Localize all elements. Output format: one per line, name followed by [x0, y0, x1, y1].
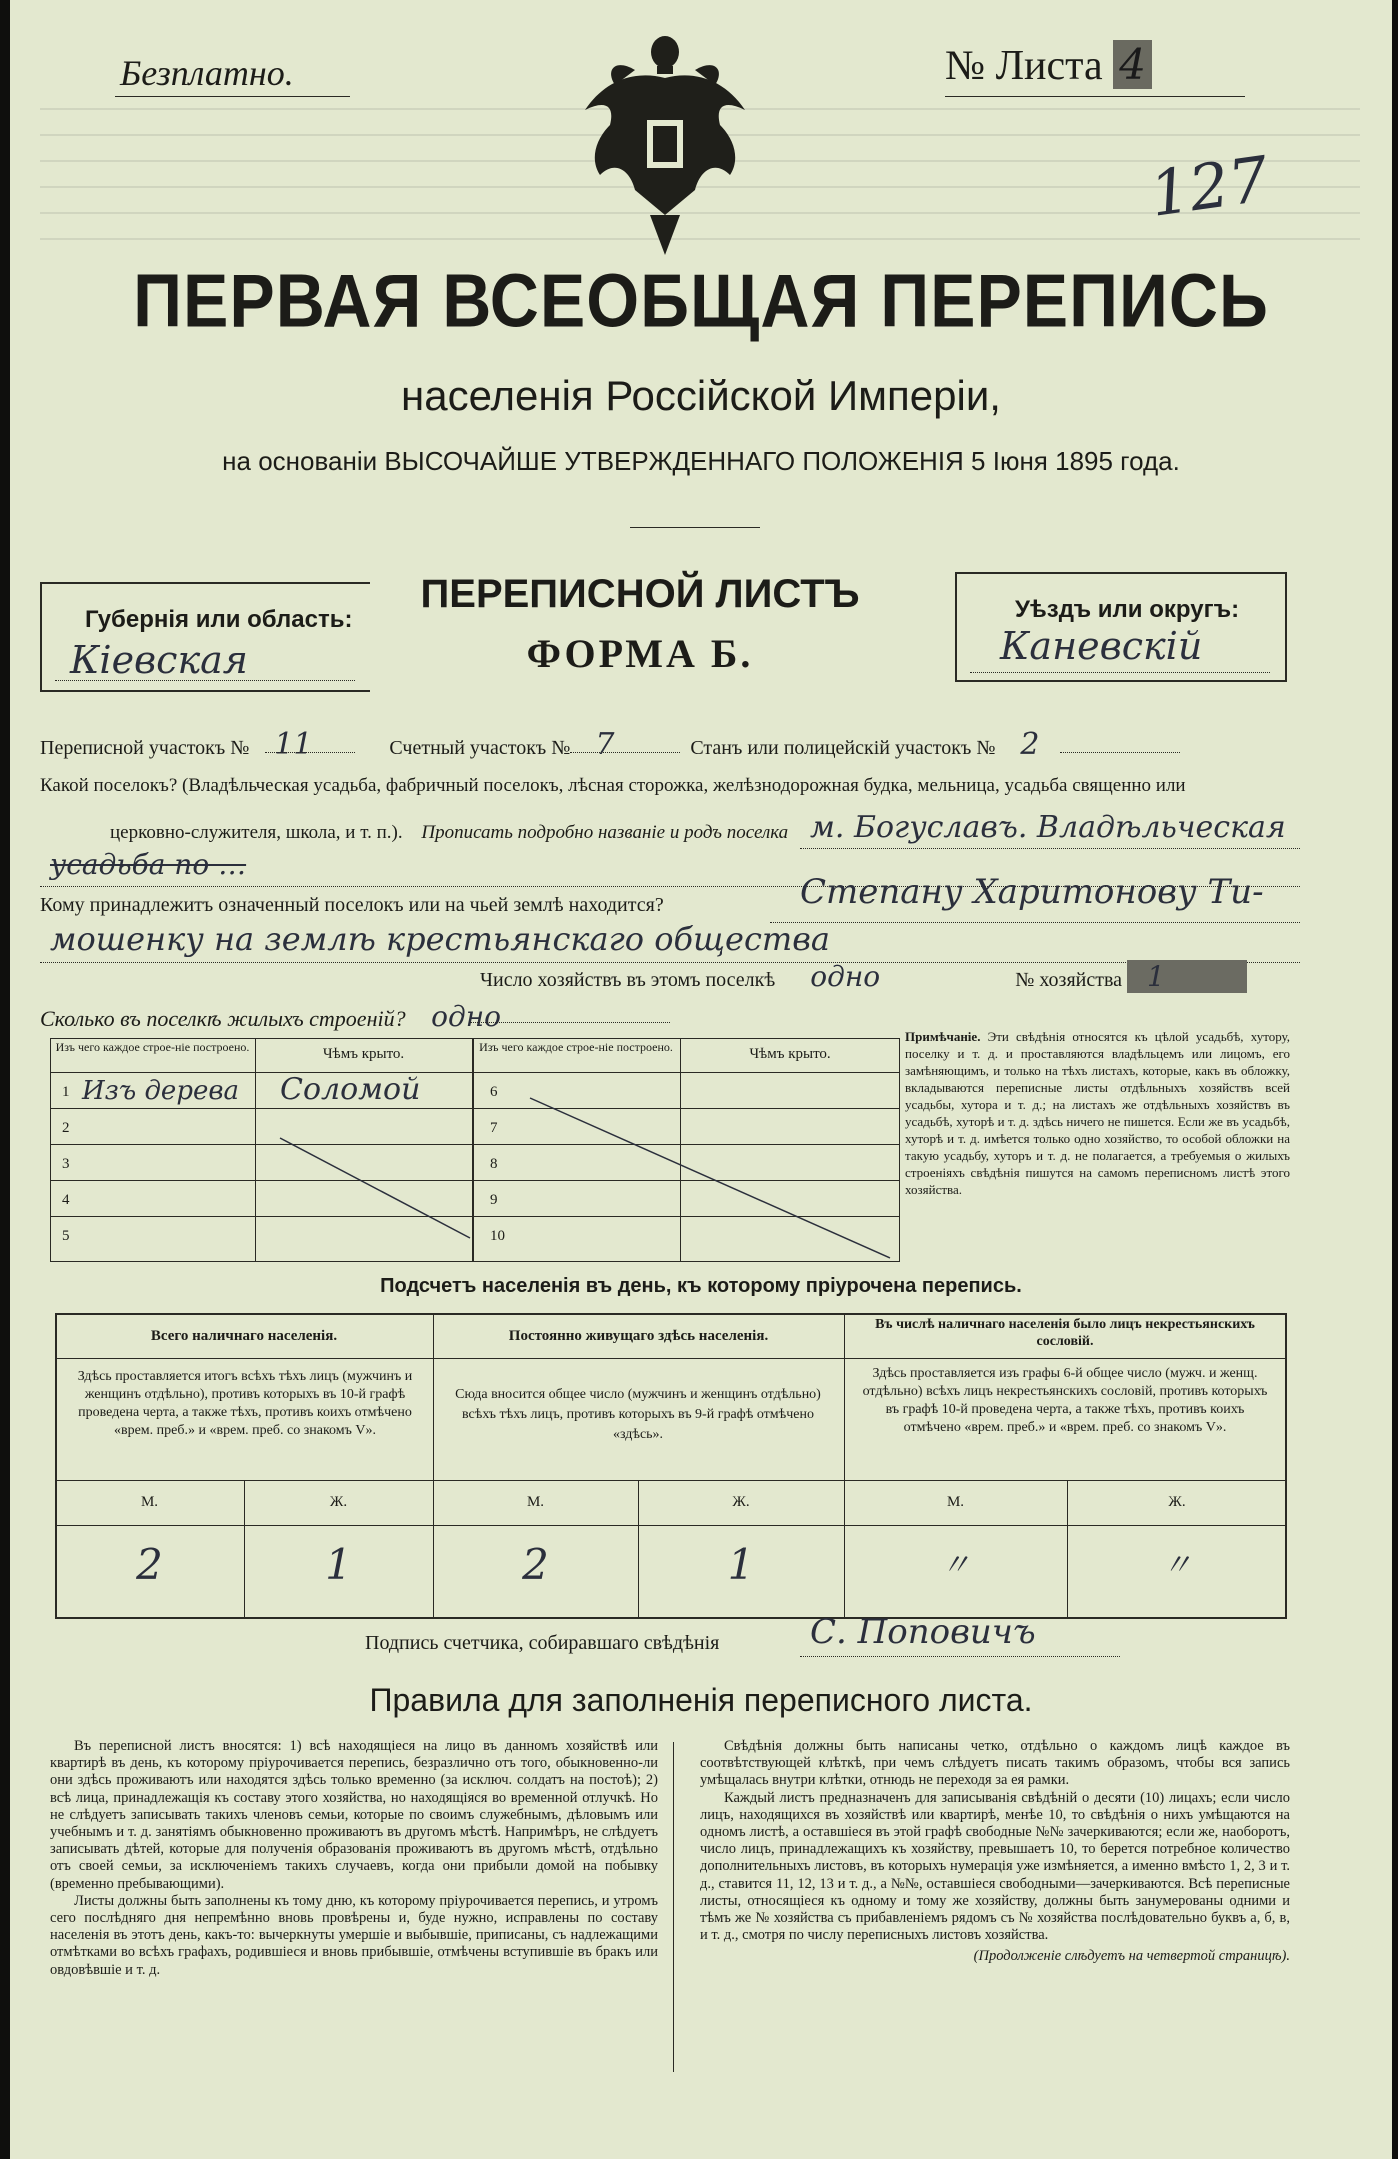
col-desc-total: Здѣсь проставляется итогъ всѣхъ тѣхъ лицъ (мужчинъ и женщинъ отдѣльно), противъ которыхъ въ 10-й графѣ проведена черта, а также тѣхъ, противъ коихъ отмѣчено «врем. преб.» и «врем. преб. со знакомъ V».: [77, 1369, 413, 1438]
rules-right-paragraph-2: Каждый листъ предназначенъ для записыванія свѣдѣній о десяти (10) лицахъ; если число лицъ, находящихся въ хозяйствѣ или квартирѣ, менѣе 10, то свѣдѣнія о нихъ умѣщаются на одномъ листѣ, а оставшіеся въ этой графѣ свободные №№ зачеркиваются; если же, наоборотъ, число лицъ, принадлежащихъ къ хозяйству, превышаетъ 10, то берется потребное количество дополнительныхъ листовъ, въ которыхъ нумерація уже измѣняется, а именно вмѣсто 1, 2, 3 и т. д., ставится 11, 12, 13 и т. д., а №№, оставшіеся свободными—зачеркиваются. Всѣ переписные листы, относящіеся къ одному и тому же хозяйству, должны быть занумерованы одними и тѣмъ же № хозяйства съ прибавленіемъ рядомъ съ № хозяйства послѣдовательно буквъ а, б, в, и т. д., смотря по числу переписныхъ листовъ хозяйства.: [700, 1789, 1290, 1944]
settlement-value-2: усадьба по …: [50, 848, 247, 881]
table-row-number: 5: [62, 1228, 70, 1244]
rules-left-paragraph-2: Листы должны быть заполнены къ тому дню, къ которому пріурочивается перепись, и утромъ сего послѣдняго дня непремѣнно вновь провѣрены и, буде нужно, исправлены по составу населенія въ этотъ день, какъ-то: вычеркнуты умершіе и выбывшіе, приписаны, съ надлежащими отмѣтками во всѣхъ графахъ, родившіеся и вновь прибывшіе, отмѣчены вступившіе въ бракъ или овдовѣвшіе и т. д.: [50, 1892, 658, 1978]
value-non-peasant-m: 〃: [940, 1548, 971, 1583]
form-label: ФОРМА Б.: [526, 631, 754, 676]
m-label: М.: [526, 1494, 545, 1510]
owner-value-2: мошенку на землѣ крестьянскаго общества: [50, 920, 830, 958]
col-header-roof-2: Чѣмъ крыто.: [749, 1046, 831, 1062]
province-value: Кіевская: [70, 638, 248, 682]
rules-left-paragraph-1: Въ переписной листъ вносятся: 1) всѣ находящіеся на лицо въ данномъ хозяйствѣ или квартирѣ въ день, къ которому пріурочивается перепись, безразлично отъ того, обыкновенно-ли они здѣсь проживаютъ или находятся здѣсь только временно (за исключ. солдатъ на постоѣ); 2) всѣ лица, принадлежащія къ составу этого хозяйства, но находящіяся во временной отлучкѣ. Но не слѣдуетъ записывать такихъ членовъ семьи, которые по своимъ служебнымъ, дѣловымъ или учебнымъ и т. д. занятіямъ обыкновенно проживаютъ въ другомъ мѣстѣ. Напримѣръ, не слѣдуетъ записывать дѣтей, которые для полученія образованія проживаютъ въ другомъ мѣстѣ, отдѣльно отъ своей семьи, за исключеніемъ такихъ случаевъ, когда они прибыли домой на побывку (временно пребывающими).: [50, 1738, 658, 1892]
census-area-row: Переписной участокъ № 11 Счетный участокъ № 7 Станъ или полицейскій участокъ № 2: [40, 727, 1290, 762]
value-permanent-f: 1: [727, 1540, 755, 1589]
value-non-peasant-f: 〃: [1162, 1548, 1192, 1583]
note-text: [905, 1028, 1290, 1198]
signature-value: С. Поповичъ: [810, 1612, 1036, 1652]
f-label: Ж.: [732, 1494, 750, 1510]
rules-left-column: [50, 1738, 658, 1979]
district-value: Каневскій: [1000, 624, 1203, 668]
owner-value-1: Степану Харитонову Ти-: [800, 872, 1264, 912]
signature-label: Подпись счетчика, собиравшаго свѣдѣнія: [365, 1632, 720, 1654]
table-row-number: 10: [490, 1228, 505, 1244]
f-label: Ж.: [329, 1494, 348, 1510]
census-area-value: 11: [274, 727, 313, 762]
households-row: Число хозяйствъ въ этомъ поселкѣ одно № хозяйства 1: [480, 960, 1247, 993]
buildings-question-row: Сколько въ поселкѣ жилыхъ строеній? одно: [40, 1000, 502, 1033]
value-total-f: 1: [325, 1540, 352, 1589]
rules-right-paragraph-1: Свѣдѣнія должны быть написаны четко, отдѣльно о каждомъ лицѣ каждое въ соотвѣтствующей клѣткѣ, при чемъ слѣдуетъ писать такимъ образомъ, чтобы вся запись умѣщалась внутри клѣтки, отнюдь не переходя за ея рамки.: [700, 1738, 1290, 1789]
handwritten-number: 127: [1145, 142, 1273, 231]
owner-question: Кому принадлежитъ означенный поселокъ или на чьей землѣ находится?: [40, 894, 664, 916]
note-heading: Примѣчаніе.: [905, 1029, 981, 1044]
table-row-number: 1: [62, 1084, 70, 1100]
note-body: Эти свѣдѣнія относятся къ цѣлой усадьбѣ, хутору, поселку и т. д. и проставляются владѣльцемъ или лицомъ, его замѣняющимъ, и только на тѣхъ листахъ, которые, какъ въ обложку, вкладываются переписные листы отдѣльныхъ хозяйствъ всей усадьбы, хутора и т. д.; на листахъ же отдѣльныхъ хозяйствъ въ усадьбѣ, хуторѣ и т. д. здѣсь ничего не пишется. Если же въ усадьбѣ, хуторѣ и т. д. имѣется только одно хозяйство, то особой обложки на такую усадьбу, хуторъ и т. д. не полагается, а требуемыя о жилыхъ строеніяхъ свѣдѣнія пишутся на самомъ переписномъ листѣ этого хозяйства.: [905, 1029, 1290, 1197]
buildings-value: одно: [431, 1000, 502, 1033]
census-sheet: [10, 0, 1392, 2159]
col-header-built: Изъ чего каждое строе-ніе построено.: [55, 1040, 250, 1054]
legal-basis: на основаніи ВЫСОЧАЙШЕ УТВЕРЖДЕННАГО ПОЛОЖЕНІЯ 5 Іюня 1895 года.: [222, 446, 1180, 476]
col-title-total: Всего наличнаго населенія.: [150, 1328, 338, 1344]
f-label: Ж.: [1168, 1494, 1186, 1510]
settlement-question: Какой поселокъ? (Владѣльческая усадьба, фабричный поселокъ, лѣсная сторожка, желѣзнодорожная будка, мельница, усадьба священно или: [40, 775, 1186, 796]
table-cell-built: Изъ дерева: [82, 1076, 239, 1106]
m-label: М.: [946, 1494, 965, 1510]
stan-value: 2: [1020, 727, 1040, 762]
table-row-number: 2: [62, 1120, 70, 1136]
sheet-number-label: № Листа 4: [945, 40, 1152, 90]
col-title-non-peasant: Въ числѣ наличнаго населенія было лицъ некрестьянскихъ сословій.: [875, 1317, 1255, 1349]
sheet-title: ПЕРЕПИСНОЙ ЛИСТЪ: [420, 572, 860, 616]
rules-right-column: [700, 1738, 1290, 1966]
table-row-number: 9: [490, 1192, 498, 1208]
table-row-number: 3: [62, 1156, 70, 1172]
rules-continued-note: (Продолженіе слѣдуетъ на четвертой страницѣ).: [973, 1948, 1290, 1965]
free-label: Безплатно.: [120, 53, 294, 93]
table-row-number: 6: [490, 1084, 498, 1100]
col-desc-permanent: Сюда вносится общее число (мужчинъ и женщинъ отдѣльно) всѣхъ тѣхъ лицъ, противъ которыхъ въ 9-й графѣ отмѣчено «здѣсь».: [455, 1387, 821, 1442]
household-number-value: 1: [1127, 960, 1247, 993]
rules-title: Правила для заполненія переписного листа.: [369, 1682, 1033, 1718]
province-label: Губернія или область:: [85, 606, 353, 633]
table-row-number: 7: [490, 1120, 498, 1136]
col-desc-non-peasant: Здѣсь проставляется изъ графы 6-й общее число (мужч. и женщ. отдѣльно) всѣхъ лицъ некрестьянскихъ сословій, противъ которыхъ въ графѣ 10-й проведена черта, а также тѣхъ, противъ коихъ отмѣчено «врем. преб.» и «врем. преб. со знакомъ V».: [862, 1366, 1268, 1435]
table-row-number: 4: [62, 1192, 70, 1208]
settlement-question-2: церковно-служителя, школа, и т. п.). Прописать подробно названіе и родъ поселка: [110, 822, 789, 843]
district-label: Уѣздъ или округъ:: [1015, 596, 1240, 623]
value-total-m: 2: [136, 1540, 163, 1589]
m-label: М.: [140, 1494, 159, 1510]
population-heading: Подсчетъ населенія въ день, къ которому пріурочена перепись.: [380, 1275, 1022, 1297]
col-title-permanent: Постоянно живущаго здѣсь населенія.: [508, 1328, 769, 1344]
value-permanent-m: 2: [522, 1540, 549, 1589]
count-area-value: 7: [595, 727, 615, 762]
col-header-built-2: Изъ чего каждое строе-ніе построено.: [479, 1040, 673, 1054]
page-title: ПЕРВАЯ ВСЕОБЩАЯ ПЕРЕПИСЬ: [133, 259, 1269, 343]
households-value: одно: [810, 960, 881, 993]
settlement-value-1: м. Богуславъ. Владѣльческая: [810, 810, 1286, 845]
table-row-number: 8: [490, 1156, 498, 1172]
sheet-number-value: 4: [1113, 40, 1152, 89]
strike-through-marks: [50, 1038, 900, 1262]
col-header-roof: Чѣмъ крыто.: [322, 1046, 405, 1062]
page-subtitle: населенія Россійской Имперіи,: [401, 372, 1001, 419]
double-headed-eagle-emblem: [575, 30, 755, 260]
table-cell-roof: Соломой: [280, 1072, 421, 1107]
